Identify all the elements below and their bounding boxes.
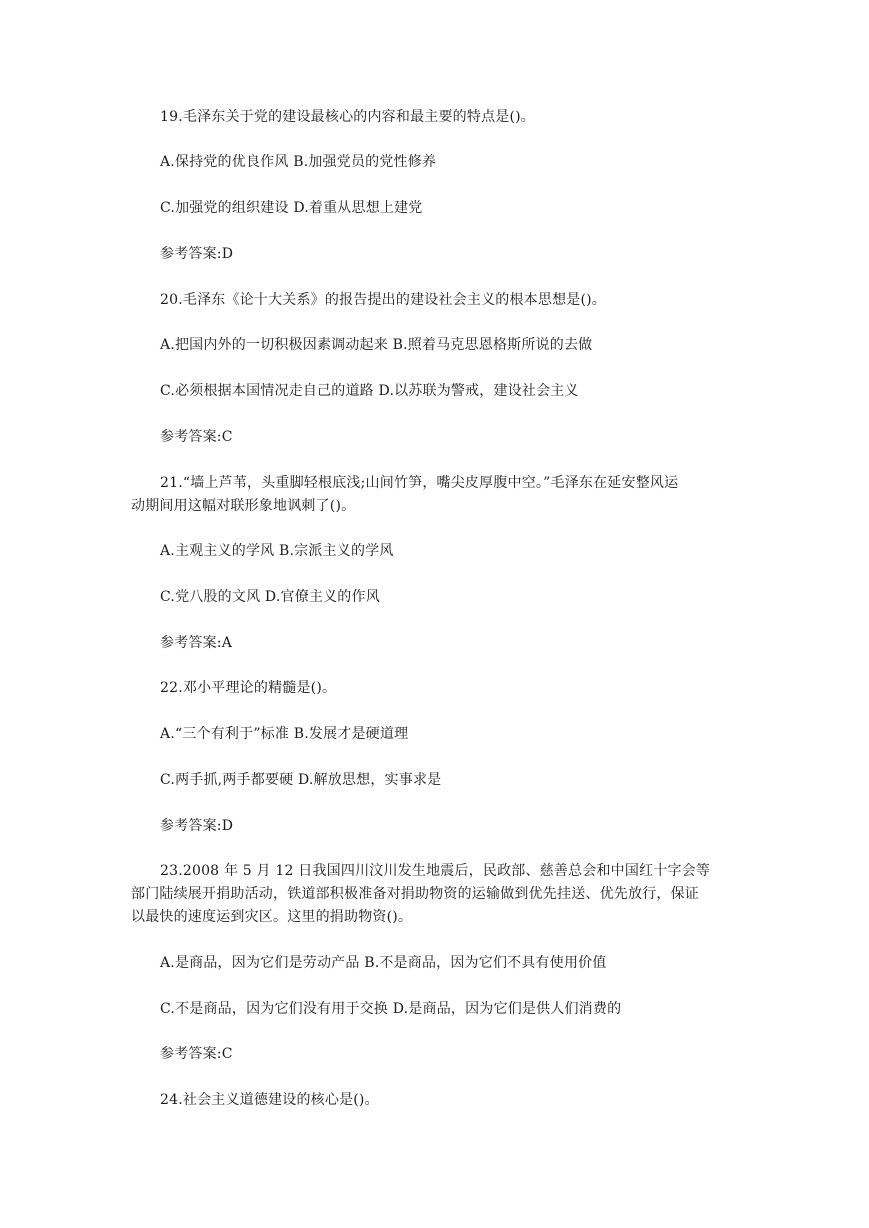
question-22-options-ab: A.“三个有利于”标准 B.发展才是硬道理 (160, 726, 409, 742)
question-23-options-ab: A.是商品，因为它们是劳动产品 B.不是商品，因为它们不具有使用价值 (160, 955, 607, 971)
question-20-options-ab: A.把国内外的一切积极因素调动起来 B.照着马克思恩格斯所说的去做 (160, 337, 593, 353)
question-23-stem-line3: 以最快的速度运到灾区。这里的捐助物资()。 (131, 909, 413, 925)
question-22-stem: 22.邓小平理论的精髓是()。 (160, 680, 337, 696)
question-24-stem: 24.社会主义道德建设的核心是()。 (160, 1092, 379, 1108)
question-21-answer: 参考答案:A (160, 635, 233, 651)
question-20-options-cd: C.必须根据本国情况走自己的道路 D.以苏联为警戒，建设社会主义 (160, 383, 579, 399)
question-19-answer: 参考答案:D (160, 246, 234, 262)
question-21-options-ab: A.主观主义的学风 B.宗派主义的学风 (160, 543, 394, 559)
question-22-answer: 参考答案:D (160, 818, 234, 834)
question-20-stem: 20.毛泽东《论十大关系》的报告提出的建设社会主义的根本思想是()。 (160, 292, 606, 308)
question-22-options-cd: C.两手抓,两手都要硬 D.解放思想，实事求是 (160, 772, 442, 788)
question-23-stem-line1: 23.2008 年 5 月 12 日我国四川汶川发生地震后，民政部、慈善总会和中国红十字会等 (160, 863, 711, 879)
question-23-stem-line2: 部门陆续展开捐助活动，铁道部积极准备对捐助物资的运输做到优先挂送、优先放行，保证 (131, 886, 699, 902)
question-19-options-ab: A.保持党的优良作风 B.加强党员的党性修养 (160, 154, 437, 170)
question-21-stem-line2: 动期间用这幅对联形象地讽刺了()。 (131, 498, 356, 514)
question-23-options-cd: C.不是商品，因为它们没有用于交换 D.是商品，因为它们是供人们消费的 (160, 1001, 622, 1017)
question-23-answer: 参考答案:C (160, 1046, 233, 1062)
question-20-answer: 参考答案:C (160, 429, 233, 445)
question-19-stem: 19.毛泽东关于党的建设最核心的内容和最主要的特点是()。 (160, 109, 535, 125)
question-19-options-cd: C.加强党的组织建设 D.着重从思想上建党 (160, 200, 423, 216)
question-21-options-cd: C.党八股的文风 D.官僚主义的作风 (160, 589, 380, 605)
question-21-stem-line1: 21.“墙上芦苇，头重脚轻根底浅;山间竹笋，嘴尖皮厚腹中空。”毛泽东在延安整风运 (160, 475, 679, 491)
